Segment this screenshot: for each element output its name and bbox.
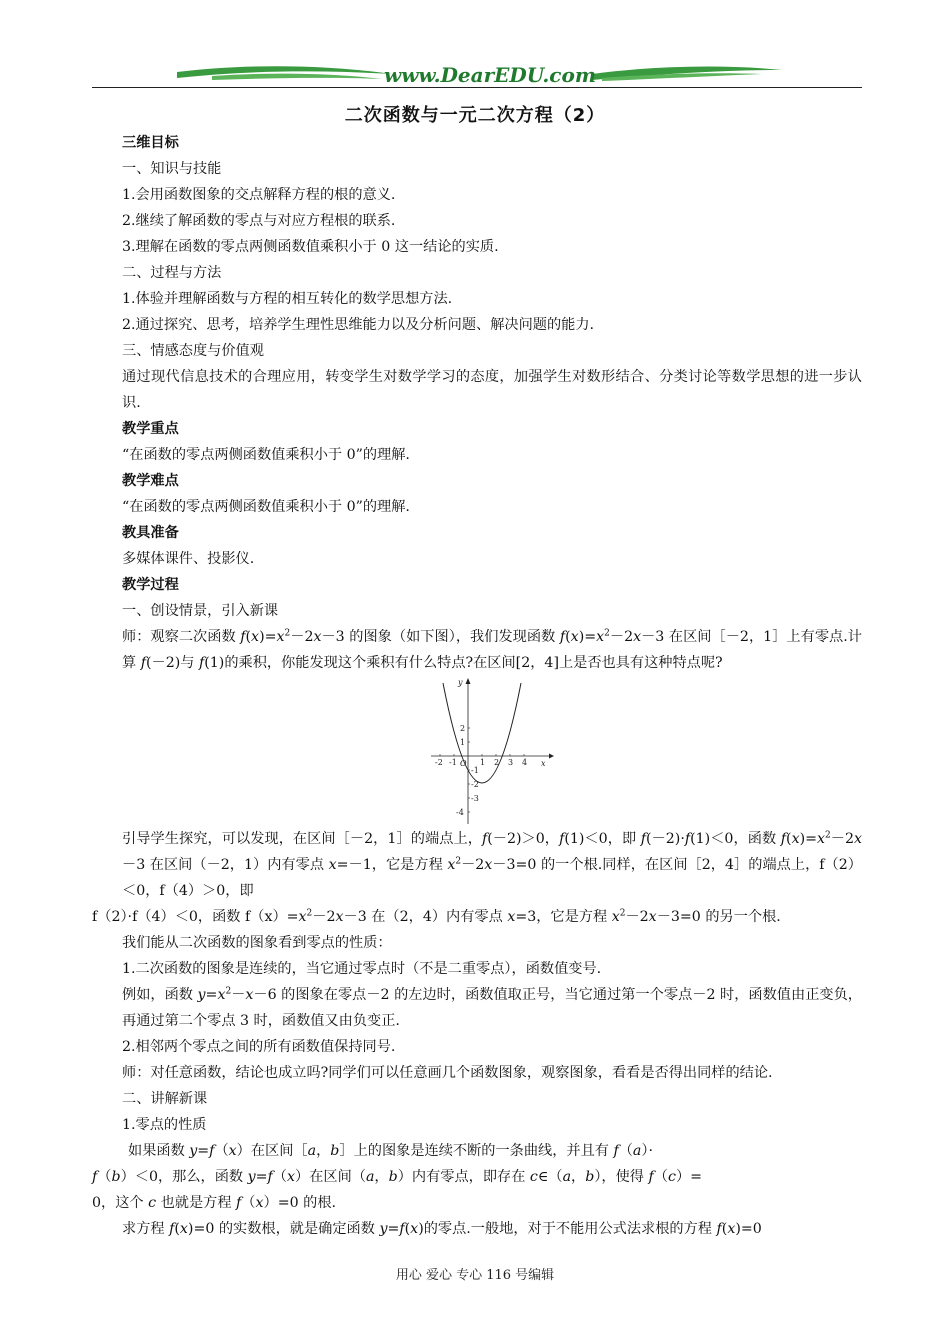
section-process: 二、过程与方法 — [122, 265, 222, 281]
objective-item: 1.体验并理解函数与方程的相互转化的数学思想方法. — [122, 291, 453, 307]
process-heading: 教学过程 — [122, 577, 179, 593]
document-title: 二次函数与一元二次方程（2） — [344, 105, 606, 126]
banner-site-text: www.DearEDU.com — [383, 63, 597, 87]
parabola-curve — [443, 683, 521, 783]
explore-paragraph-cont: f（2）·f（4）＜0，函数 $f(x)=x^2-2x-3$ 在（2，4）内有零点 x=3，它是方程 $x^2-2x-3=0$ 的另一个根. — [92, 908, 781, 925]
parabola-graph — [429, 676, 557, 826]
y-axis-arrow — [466, 678, 471, 684]
theorem-line-2: f（b）＜0，那么，函数 y=f（x）在区间（a，b）内有零点，即存在 c∈（a，b），使得 f（c）= — [92, 1169, 703, 1185]
banner-left-stroke-2 — [212, 74, 382, 80]
objective-item: 1.会用函数图象的交点解释方程的根的意义. — [122, 187, 396, 203]
solve-paragraph: 求方程 f(x)=0 的实数根，就是确定函数 y=f(x)的零点.一般地，对于不能用公式法求根的方程 f(x)=0 — [122, 1221, 762, 1237]
header-rule — [92, 87, 862, 88]
theorem-line-1: 如果函数 y=f（x）在区间［a，b］上的图象是连续不断的一条曲线，并且有 f（a）· — [128, 1143, 653, 1159]
section-knowledge: 一、知识与技能 — [122, 161, 222, 177]
x-tick-label: -2 — [435, 758, 443, 767]
property-1: 1.二次函数的图象是连续的，当它通过零点时（不是二重零点），函数值变号. — [122, 961, 602, 977]
x-tick-label: 3 — [508, 758, 514, 767]
section-attitude: 三、情感态度与价值观 — [122, 343, 264, 359]
y-tick-label: 1 — [460, 738, 466, 747]
objectives-heading: 三维目标 — [122, 135, 179, 151]
attitude-text: 通过现代信息技术的合理应用，转变学生对数学学习的态度，加强学生对数形结合、分类讨论等数学思想的进一步认识. — [122, 369, 862, 411]
page-footer: 用心 爱心 专心 116 号编辑 — [395, 1268, 555, 1283]
y-tick-label: -2 — [471, 780, 479, 789]
x-tick-label: 4 — [522, 758, 528, 767]
x-tick-label: -1 — [449, 758, 457, 767]
x-tick-label: 2 — [494, 758, 500, 767]
theorem-line-3: 0，这个 c 也就是方程 f（x）=0 的根. — [92, 1195, 337, 1211]
y-tick-label: -1 — [471, 766, 479, 775]
document-body — [92, 130, 862, 1242]
objective-item: 2.继续了解函数的零点与对应方程根的联系. — [122, 213, 396, 229]
x-axis-arrow — [549, 754, 554, 759]
key-point-heading: 教学重点 — [122, 421, 179, 437]
origin-label: O — [460, 759, 467, 768]
objective-item: 2.通过探究、思考，培养学生理性思维能力以及分析问题、解决问题的能力. — [122, 317, 595, 333]
section-new-lesson: 二、讲解新课 — [122, 1091, 208, 1107]
objective-item: 3.理解在函数的零点两侧函数值乘积小于 0 这一结论的实质. — [122, 239, 499, 255]
explore-paragraph: 引导学生探究，可以发现，在区间［－2，1］的端点上，f(－2)＞0，f(1)＜0，即 f(－2)·f(1)＜0，函数 $f(x)=x^2-2x-3$ 在区间（－2，1）内有零点 x=－1，它是方程 $x^2-2x-3=0$ 的一个根.同样，在区间［2，4］的端点上，f（2）＜0，f（4）＞0，即 — [122, 830, 863, 899]
subsection-zero-property: 1.零点的性质 — [122, 1117, 207, 1133]
intro-paragraph: 师：观察二次函数 $f(x)=x^2-2x-3$ 的图象（如下图），我们发现函数 $f(x)=x^2-2x-3$ 在区间［－2，1］上有零点.计算 f(－2)与 f(1)的乘积，你能发现这个乘积有什么特点?在区间[2，4]上是否也具有这种特点呢? — [122, 628, 862, 671]
teacher-question: 师：对任意函数，结论也成立吗?同学们可以任意画几个函数图象，观察图象，看看是否得出同样的结论. — [122, 1065, 773, 1081]
tools-text: 多媒体课件、投影仪. — [122, 551, 255, 567]
x-axis-label: x — [541, 759, 546, 768]
section-intro: 一、创设情景，引入新课 — [122, 603, 279, 619]
tools-heading: 教具准备 — [122, 525, 179, 541]
difficulty-heading: 教学难点 — [122, 473, 179, 489]
figure-container — [92, 676, 862, 826]
y-tick-label: 2 — [460, 724, 466, 733]
x-tick-label: 1 — [480, 758, 486, 767]
property-intro: 我们能从二次函数的图象看到零点的性质： — [122, 935, 392, 951]
key-point-text: “在函数的零点两侧函数值乘积小于 0”的理解. — [122, 447, 410, 463]
difficulty-text: “在函数的零点两侧函数值乘积小于 0”的理解. — [122, 499, 410, 515]
y-axis-label: y — [458, 678, 463, 687]
example-paragraph: 例如，函数 $y=x^2-x-6$ 的图象在零点－2 的左边时，函数值取正号，当它通过第一个零点－2 时，函数值由正变负，再通过第二个零点 3 时，函数值又由负变正. — [122, 986, 862, 1029]
property-2: 2.相邻两个零点之间的所有函数值保持同号. — [122, 1039, 396, 1055]
y-tick-label: -3 — [471, 794, 479, 803]
y-tick-label: -4 — [456, 808, 464, 817]
site-banner — [92, 60, 862, 90]
